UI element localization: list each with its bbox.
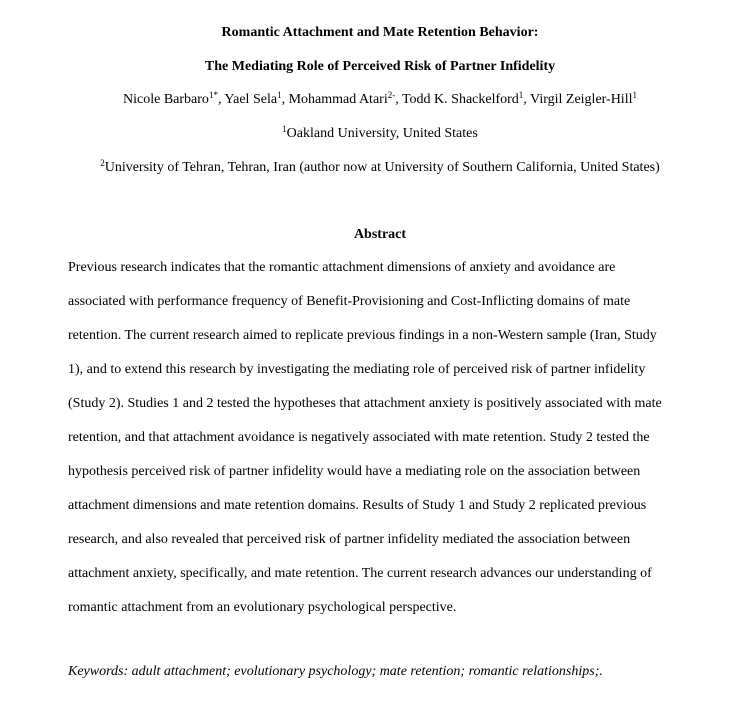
abstract-line: 1), and to extend this research by investigating the mediating role of perceived risk of partner infidelity	[68, 362, 646, 377]
author: Yael Sela$^1$,	[224, 90, 289, 107]
abstract-line: research, and also revealed that perceived risk of partner infidelity mediated the association between	[68, 532, 631, 547]
abstract-line: retention. The current research aimed to replicate previous findings in a non-Western sample (Iran, Study	[68, 328, 657, 343]
abstract-line: attachment anxiety, specifically, and mate retention. The current research advances our understanding of	[68, 566, 652, 581]
keywords-line: Keywords: adult attachment; evolutionary psychology; mate retention; romantic relationships;.	[68, 664, 603, 679]
abstract-line: attachment dimensions and mate retention domains. Results of Study 1 and Study 2 replicated previous	[68, 498, 647, 513]
affiliation-2: $^2$University of Tehran, Tehran, Iran (author now at University of Southern California, United States)	[100, 158, 660, 175]
title-line-1: Romantic Attachment and Mate Retention Behavior:	[221, 25, 539, 40]
abstract-line: retention, and that attachment avoidance is negatively associated with mate retention. Study 2 tested the	[68, 430, 650, 445]
author: Mohammad Atari$^{2-}$,	[288, 90, 402, 107]
abstract-line: Previous research indicates that the romantic attachment dimensions of anxiety and avoidance are	[68, 260, 616, 275]
title-line-2: The Mediating Role of Perceived Risk of Partner Infidelity	[204, 59, 556, 74]
affiliation-1: $^1$Oakland University, United States	[282, 124, 478, 141]
abstract-body	[68, 259, 708, 633]
abstract-line: hypothesis perceived risk of partner infidelity would have a mediating role on the association between	[68, 464, 641, 479]
author: Todd K. Shackelford$^1$,	[401, 90, 531, 107]
abstract-line: associated with performance frequency of Benefit-Provisioning and Cost-Inflicting domains of mate	[68, 294, 631, 309]
abstract-heading: Abstract	[353, 227, 407, 242]
author: Nicole Barbaro$^{1*}$,	[123, 90, 225, 107]
abstract-line: (Study 2). Studies 1 and 2 tested the hypotheses that attachment anxiety is positively associated with mate	[68, 396, 662, 411]
author-list	[14, 91, 732, 109]
abstract-line: romantic attachment from an evolutionary psychological perspective.	[68, 600, 457, 615]
author: Virgil Zeigler-Hill$^1$	[530, 90, 637, 107]
